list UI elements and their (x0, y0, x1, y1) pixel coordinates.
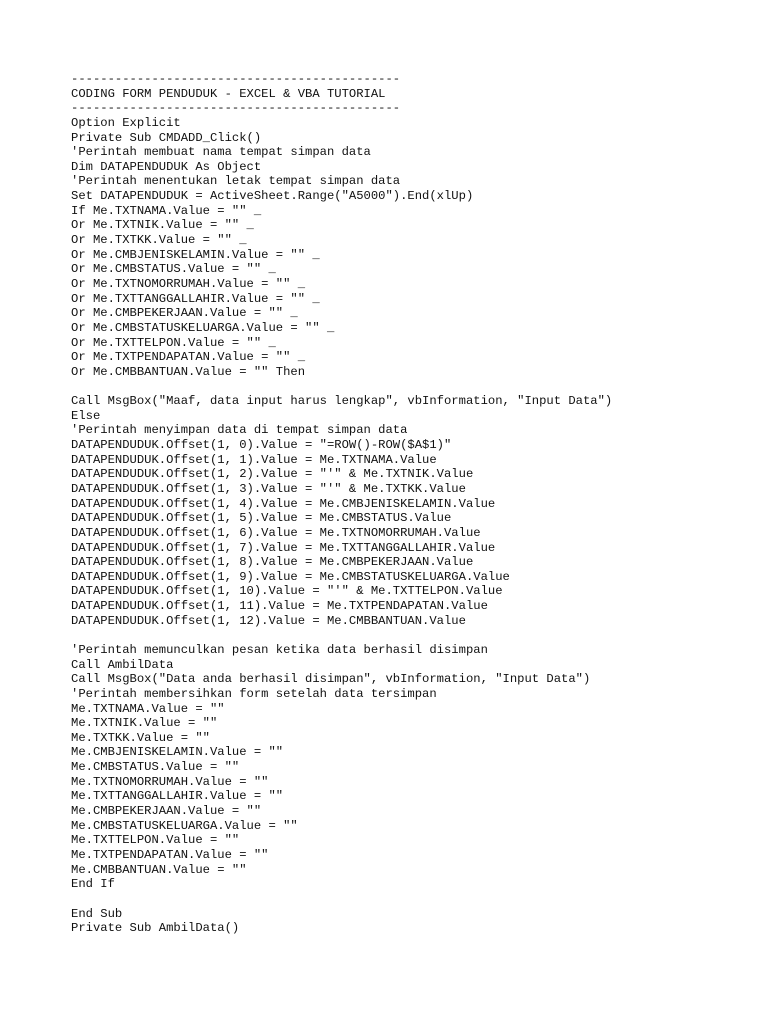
code-line: Or Me.TXTNOMORRUMAH.Value = "" _ (71, 276, 306, 291)
code-line: Private Sub CMDADD_Click() (71, 130, 262, 145)
code-line: End If (71, 877, 115, 892)
code-line: DATAPENDUDUK.Offset(1, 11).Value = Me.TXTPENDAPATAN.Value (71, 599, 488, 614)
code-line: Or Me.TXTTANGGALLAHIR.Value = "" _ (71, 291, 320, 306)
code-line: Set DATAPENDUDUK = ActiveSheet.Range("A5000").End(xlUp) (71, 189, 474, 204)
code-line: DATAPENDUDUK.Offset(1, 9).Value = Me.CMBSTATUSKELUARGA.Value (71, 569, 510, 584)
code-line: Me.CMBBANTUAN.Value = "" (71, 862, 247, 877)
code-line: 'Perintah menyimpan data di tempat simpan data (71, 423, 408, 438)
code-line: Dim DATAPENDUDUK As Object (71, 159, 262, 174)
code-line: Call MsgBox("Data anda berhasil disimpan", vbInformation, "Input Data") (71, 672, 591, 687)
code-line: DATAPENDUDUK.Offset(1, 12).Value = Me.CMBBANTUAN.Value (71, 613, 466, 628)
code-line (71, 892, 612, 907)
code-line: Or Me.CMBSTATUS.Value = "" _ (71, 262, 276, 277)
code-line: If Me.TXTNAMA.Value = "" _ (71, 203, 262, 218)
code-line: --------------------------------------------- (71, 72, 401, 86)
code-line: 'Perintah membersihkan form setelah data tersimpan (71, 686, 437, 701)
code-line: Me.CMBSTATUS.Value = "" (71, 760, 240, 775)
code-line: Or Me.TXTKK.Value = "" _ (71, 233, 247, 248)
code-line: Or Me.TXTNIK.Value = "" _ (71, 218, 254, 233)
code-line: DATAPENDUDUK.Offset(1, 3).Value = "'" & Me.TXTKK.Value (71, 481, 466, 496)
code-line: Me.TXTNOMORRUMAH.Value = "" (71, 774, 269, 789)
code-line: Me.TXTTELPON.Value = "" (71, 833, 240, 848)
code-line: 'Perintah membuat nama tempat simpan data (71, 145, 371, 160)
code-line: Option Explicit (71, 115, 181, 130)
code-line: Me.TXTPENDAPATAN.Value = "" (71, 847, 269, 862)
code-line: Or Me.CMBPEKERJAAN.Value = "" _ (71, 306, 298, 321)
code-line: Me.TXTTANGGALLAHIR.Value = "" (71, 789, 284, 804)
code-line: Or Me.CMBSTATUSKELUARGA.Value = "" _ (71, 320, 335, 335)
code-line: 'Perintah memunculkan pesan ketika data berhasil disimpan (71, 642, 488, 657)
code-line: Me.TXTKK.Value = "" (71, 730, 210, 745)
code-line: Call AmbilData (71, 657, 174, 672)
code-line: Me.TXTNAMA.Value = "" (71, 701, 225, 716)
code-line (71, 379, 612, 394)
code-line: Else (71, 408, 101, 423)
code-line: DATAPENDUDUK.Offset(1, 2).Value = "'" & Me.TXTNIK.Value (71, 467, 474, 482)
code-line: Me.CMBSTATUSKELUARGA.Value = "" (71, 818, 298, 833)
code-line: Me.CMBJENISKELAMIN.Value = "" (71, 745, 284, 760)
code-line: --------------------------------------------- (71, 101, 401, 116)
code-line: Private Sub AmbilData() (71, 921, 240, 936)
code-line: DATAPENDUDUK.Offset(1, 6).Value = Me.TXTNOMORRUMAH.Value (71, 525, 481, 540)
code-line: Or Me.CMBBANTUAN.Value = "" Then (71, 364, 306, 379)
code-line: DATAPENDUDUK.Offset(1, 1).Value = Me.TXTNAMA.Value (71, 452, 437, 467)
code-line: Or Me.CMBJENISKELAMIN.Value = "" _ (71, 247, 320, 262)
code-line: DATAPENDUDUK.Offset(1, 0).Value = "=ROW()-ROW($A$1)" (71, 438, 452, 453)
code-line: 'Perintah menentukan letak tempat simpan data (71, 174, 401, 189)
code-line: CODING FORM PENDUDUK - EXCEL & VBA TUTORIAL (71, 86, 386, 101)
code-line: Or Me.TXTTELPON.Value = "" _ (71, 335, 276, 350)
code-line: Me.TXTNIK.Value = "" (71, 716, 218, 731)
code-line: Or Me.TXTPENDAPATAN.Value = "" _ (71, 350, 306, 365)
code-line: Me.CMBPEKERJAAN.Value = "" (71, 804, 262, 819)
code-line: Call MsgBox("Maaf, data input harus lengkap", vbInformation, "Input Data") (71, 394, 613, 409)
code-line (71, 628, 612, 643)
code-line: DATAPENDUDUK.Offset(1, 7).Value = Me.TXTTANGGALLAHIR.Value (71, 540, 496, 555)
code-line: DATAPENDUDUK.Offset(1, 8).Value = Me.CMBPEKERJAAN.Value (71, 555, 474, 570)
code-line: DATAPENDUDUK.Offset(1, 5).Value = Me.CMBSTATUS.Value (71, 511, 452, 526)
code-line: DATAPENDUDUK.Offset(1, 4).Value = Me.CMBJENISKELAMIN.Value (71, 496, 496, 511)
vba-code-block (71, 72, 612, 936)
code-line: DATAPENDUDUK.Offset(1, 10).Value = "'" & Me.TXTTELPON.Value (71, 584, 503, 599)
code-line: End Sub (71, 906, 123, 921)
